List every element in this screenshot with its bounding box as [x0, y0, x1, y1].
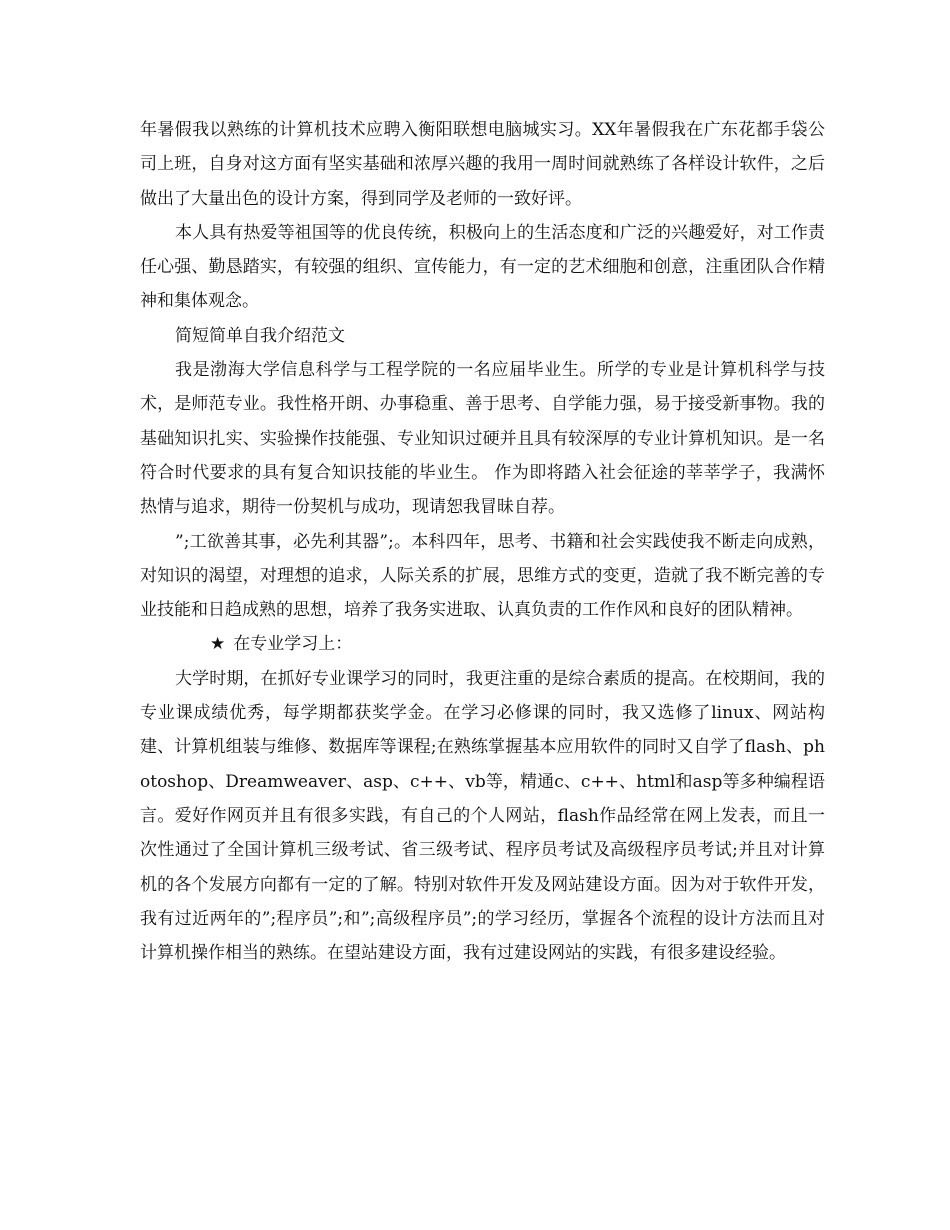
- paragraph-study-details: 大学时期，在抓好专业课学习的同时，我更注重的是综合素质的提高。在校期间，我的专业课成绩优秀，每学期都获奖学金。在学习必修课的同时，我又选修了linux、网站构建、计算机组装与维修、数据库等课程;在熟练掌握基本应用软件的同时又自学了flash、photoshop、Dreamweaver、asp、c++、vb等，精通c、c++、html和asp等多种编程语言。爱好作网页并且有很多实践，有自己的个人网站，flash作品经常在网上发表，而且一次性通过了全国计算机三级考试、省三级考试、程序员考试及高级程序员考试;并且对计算机的各个发展方向都有一定的了解。特别对软件开发及网站建设方面。因为对于软件开发，我有过近两年的”;程序员”;和”;高级程序员”;的学习经历，掌握各个流程的设计方法而且对计算机操作相当的熟练。在望站建设方面，我有过建设网站的实践，有很多建设经验。: [140, 668, 825, 964]
- star-icon: ★: [210, 634, 226, 655]
- section-heading-study: [140, 627, 825, 661]
- paragraph-four-years: ”;工欲善其事，必先利其器”;。本科四年，思考、书籍和社会实践使我不断走向成熟，对知识的渴望，对理想的追求，人际关系的扩展，思维方式的变更，造就了我不断完善的专业技能和日趋成熟的思想，培养了我务实进取、认真负责的工作作风和良好的团队精神。: [140, 531, 825, 621]
- section-heading-self-intro: 简短简单自我介绍范文: [175, 325, 345, 346]
- paragraph-personality: 本人具有热爱等祖国等的优良传统，积极向上的生活态度和广泛的兴趣爱好，对工作责任心强、勤恳踏实，有较强的组织、宣传能力，有一定的艺术细胞和创意，注重团队合作精神和集体观念。: [140, 222, 825, 312]
- paragraph-internship: 年暑假我以熟练的计算机技术应聘入衡阳联想电脑城实习。XX年暑假我在广东花都手袋公司上班，自身对这方面有坚实基础和浓厚兴趣的我用一周时间就熟练了各样设计软件，之后做出了大量出色的设计方案，得到同学及老师的一致好评。: [140, 120, 825, 209]
- section-heading-study-text: 在专业学习上：: [233, 634, 353, 655]
- paragraph-self-intro: 我是渤海大学信息科学与工程学院的一名应届毕业生。所学的专业是计算机科学与技术，是师范专业。我性格开朗、办事稳重、善于思考、自学能力强，易于接受新事物。我的基础知识扎实、实验操作技能强、专业知识过硬并且具有较深厚的专业计算机知识。是一名符合时代要求的具有复合知识技能的毕业生。 作为即将踏入社会征途的莘莘学子，我满怀热情与追求，期待一份契机与成功，现请恕我冒昧自荐。: [140, 360, 825, 518]
- document-body: [140, 113, 825, 970]
